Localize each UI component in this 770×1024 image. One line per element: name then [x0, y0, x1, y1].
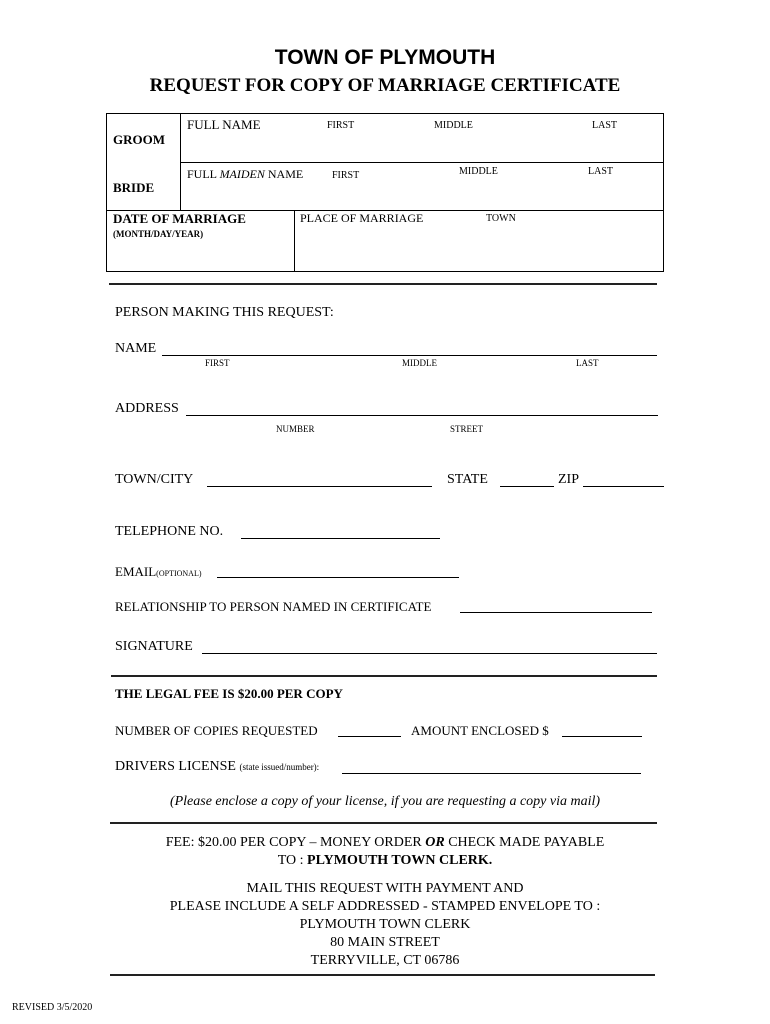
town-city-label: TOWN/CITY: [115, 472, 194, 487]
address-street-label: STREET: [450, 424, 483, 434]
bride-full-maiden-name-label: FULL MAIDEN NAME: [187, 167, 304, 181]
table-divider-place: [294, 210, 295, 271]
state-input[interactable]: [500, 486, 554, 487]
person-making-request-heading: PERSON MAKING THIS REQUEST:: [115, 305, 334, 320]
drivers-license-input[interactable]: [342, 773, 641, 774]
date-format-label: (MONTH/DAY/YEAR): [113, 229, 204, 239]
signature-input[interactable]: [202, 653, 657, 654]
date-of-marriage-label: DATE OF MARRIAGE: [113, 211, 246, 226]
fee-instruction: FEE: $20.00 PER COPY – MONEY ORDER OR CHECK MADE PAYABLE: [165, 835, 605, 850]
payable-to-line: TO : PLYMOUTH TOWN CLERK.: [277, 853, 493, 868]
groom-full-name-label: FULL NAME: [187, 117, 261, 132]
telephone-label: TELEPHONE NO.: [115, 524, 224, 539]
bride-label: BRIDE: [113, 180, 155, 195]
bride-last-label: LAST: [588, 166, 613, 177]
mail-address-street: 80 MAIN STREET: [330, 935, 440, 950]
name-input[interactable]: [162, 355, 657, 356]
drivers-license-label: DRIVERS LICENSE (state issued/number):: [115, 759, 320, 774]
copies-requested-input[interactable]: [338, 736, 401, 737]
town-title: TOWN OF PLYMOUTH: [274, 46, 496, 69]
groom-name-field[interactable]: [181, 134, 662, 161]
groom-middle-label: MIDDLE: [434, 120, 473, 131]
email-input[interactable]: [217, 577, 459, 578]
town-city-input[interactable]: [207, 486, 432, 487]
place-of-marriage-label: PLACE OF MARRIAGE: [300, 211, 424, 225]
bride-middle-label: MIDDLE: [459, 166, 498, 177]
address-label: ADDRESS: [115, 401, 179, 416]
zip-input[interactable]: [583, 486, 664, 487]
groom-first-label: FIRST: [327, 120, 355, 131]
bride-first-label: FIRST: [332, 170, 360, 181]
groom-last-label: LAST: [592, 120, 617, 131]
section-divider-2: [111, 675, 657, 677]
section-divider-1: [109, 283, 657, 285]
amount-enclosed-label: AMOUNT ENCLOSED $: [411, 723, 549, 738]
copies-requested-label: NUMBER OF COPIES REQUESTED: [115, 723, 318, 738]
mail-address-recipient: PLYMOUTH TOWN CLERK: [299, 917, 471, 932]
name-first-label: FIRST: [205, 358, 230, 368]
relationship-input[interactable]: [460, 612, 652, 613]
groom-label: GROOM: [113, 132, 165, 147]
mail-instruction-2: PLEASE INCLUDE A SELF ADDRESSED - STAMPED ENVELOPE TO :: [169, 899, 601, 914]
relationship-label: RELATIONSHIP TO PERSON NAMED IN CERTIFICATE: [115, 599, 432, 614]
amount-enclosed-input[interactable]: [562, 736, 642, 737]
mail-instruction-1: MAIL THIS REQUEST WITH PAYMENT AND: [246, 881, 524, 896]
name-middle-label: MIDDLE: [402, 358, 437, 368]
telephone-input[interactable]: [241, 538, 440, 539]
zip-label: ZIP: [558, 472, 579, 487]
town-label: TOWN: [486, 213, 516, 224]
signature-label: SIGNATURE: [115, 639, 193, 654]
revised-date: REVISED 3/5/2020: [12, 1002, 93, 1013]
name-last-label: LAST: [576, 358, 599, 368]
mail-address-city: TERRYVILLE, CT 06786: [310, 953, 460, 968]
email-label: EMAIL(OPTIONAL): [115, 564, 202, 579]
license-note: (Please enclose a copy of your license, if you are requesting a copy via mail): [169, 794, 601, 809]
section-divider-3: [110, 822, 657, 824]
state-label: STATE: [447, 472, 488, 487]
address-input[interactable]: [186, 415, 658, 416]
form-title: REQUEST FOR COPY OF MARRIAGE CERTIFICATE: [149, 75, 621, 96]
bride-name-field[interactable]: [181, 182, 662, 209]
address-number-label: NUMBER: [276, 424, 315, 434]
section-divider-4: [110, 974, 655, 976]
name-label: NAME: [115, 341, 157, 356]
place-of-marriage-field[interactable]: [296, 230, 661, 269]
date-of-marriage-field[interactable]: [108, 242, 293, 269]
legal-fee-text: THE LEGAL FEE IS $20.00 PER COPY: [115, 686, 343, 701]
table-row-divider-1: [181, 162, 663, 163]
